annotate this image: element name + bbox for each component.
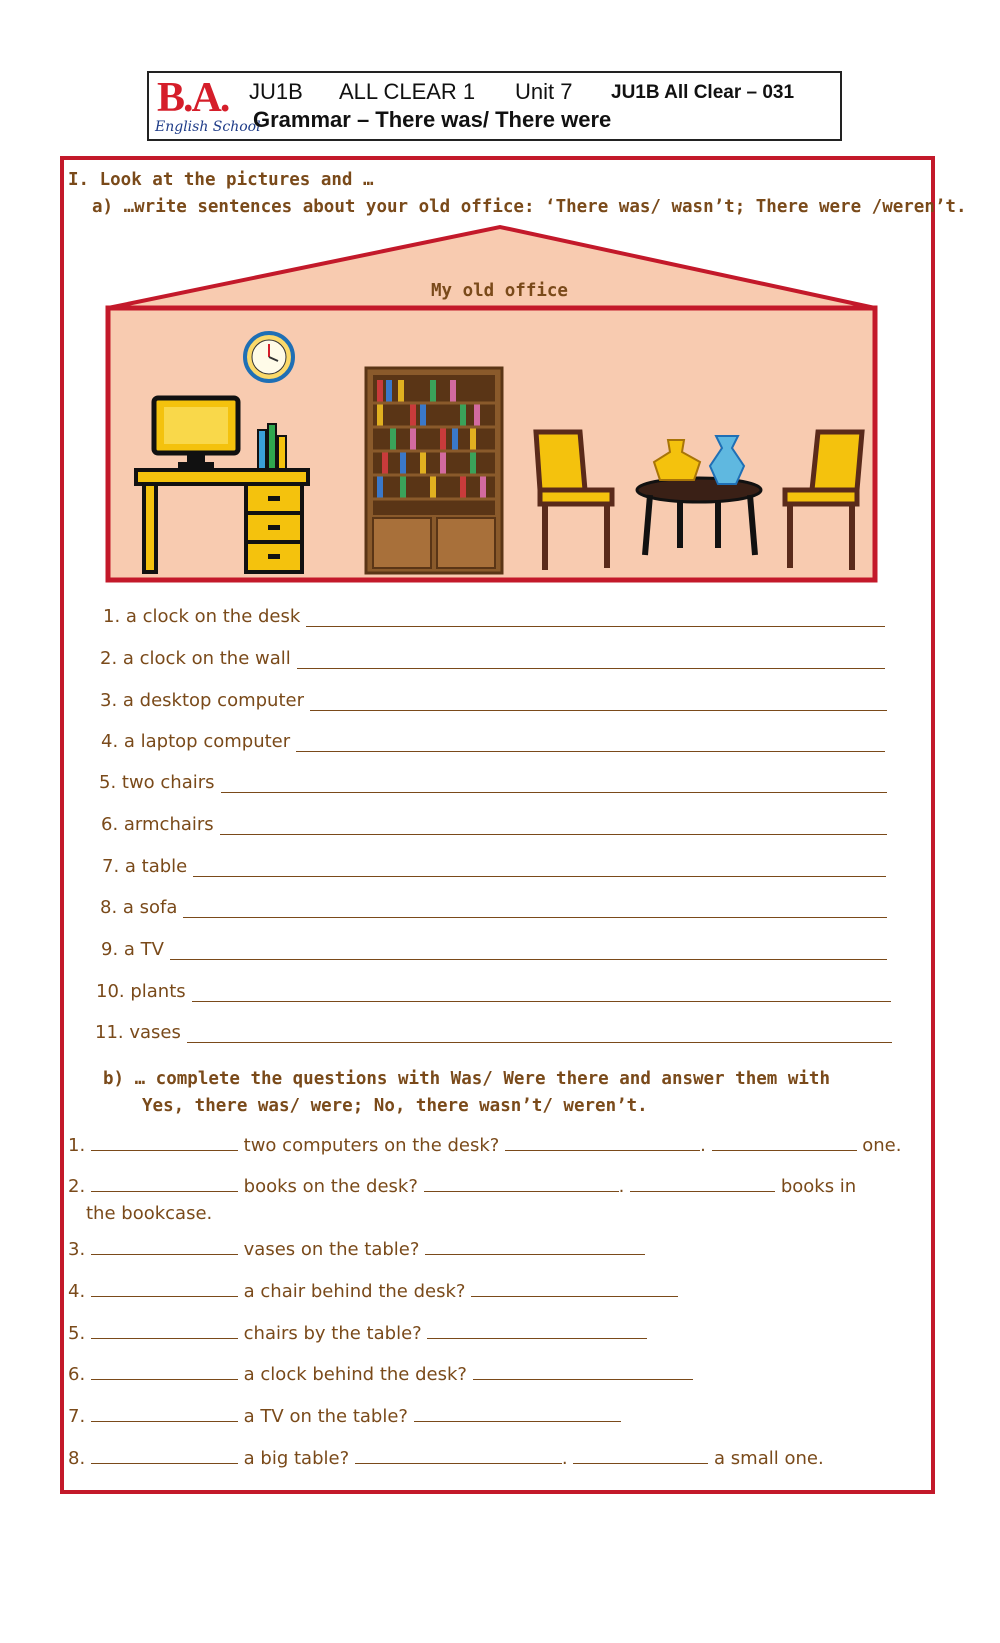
- question-row: 6. a clock behind the desk?: [68, 1363, 693, 1385]
- part-b-instruction: b) … complete the questions with Was/ Were there and answer them with: [103, 1069, 830, 1089]
- part-a-item: 4. a laptop computer: [101, 731, 885, 752]
- answer-line[interactable]: [296, 733, 885, 752]
- part-a-item: 6. armchairs: [101, 814, 887, 835]
- answer-blank[interactable]: [424, 1175, 619, 1192]
- answer-line[interactable]: [193, 858, 886, 877]
- answer-line[interactable]: [220, 816, 887, 835]
- question-continuation: the bookcase.: [86, 1203, 213, 1224]
- answer-blank[interactable]: [573, 1447, 708, 1464]
- logo-tagline: English School: [155, 119, 261, 135]
- was-were-blank[interactable]: [91, 1134, 238, 1151]
- answer-blank[interactable]: [630, 1175, 775, 1192]
- was-were-blank[interactable]: [91, 1175, 238, 1192]
- question-row: 8. a big table? . a small one.: [68, 1448, 824, 1469]
- question-row: 2. books on the desk? . books in: [68, 1176, 857, 1197]
- answer-line[interactable]: [221, 774, 887, 793]
- unit-label: Unit 7: [515, 79, 573, 104]
- was-were-blank[interactable]: [91, 1363, 238, 1380]
- book-title: ALL CLEAR 1: [339, 79, 476, 104]
- part-a-item: 3. a desktop computer: [100, 690, 887, 711]
- section-title: I. Look at the pictures and …: [68, 170, 374, 190]
- was-were-blank[interactable]: [91, 1238, 238, 1255]
- answer-blank[interactable]: [355, 1447, 562, 1464]
- part-b-instruction-2: Yes, there was/ were; No, there wasn’t/ weren’t.: [142, 1096, 648, 1116]
- scene-title: My old office: [431, 281, 568, 301]
- answer-line[interactable]: [297, 650, 885, 669]
- was-were-blank[interactable]: [91, 1447, 238, 1464]
- was-were-blank[interactable]: [91, 1405, 238, 1422]
- worksheet-subtitle: Grammar – There was/ There were: [253, 107, 612, 132]
- answer-line[interactable]: [187, 1024, 892, 1043]
- answer-line[interactable]: [170, 941, 887, 960]
- part-a-instruction: a) …write sentences about your old office: ‘There was/ wasn’t; There were /weren’t.: [92, 197, 967, 217]
- bookcase-icon: [366, 368, 502, 573]
- answer-blank[interactable]: [712, 1134, 857, 1151]
- answer-blank[interactable]: [471, 1280, 678, 1297]
- worksheet-code: JU1B All Clear – 031: [611, 82, 795, 103]
- answer-line[interactable]: [183, 899, 887, 918]
- wall-clock-icon: [245, 333, 293, 381]
- question-row: 5. chairs by the table?: [68, 1322, 647, 1344]
- answer-line[interactable]: [306, 608, 885, 627]
- answer-blank[interactable]: [425, 1238, 645, 1255]
- question-row: 3. vases on the table?: [68, 1238, 645, 1260]
- was-were-blank[interactable]: [91, 1280, 238, 1297]
- answer-blank[interactable]: [427, 1322, 647, 1339]
- part-a-item: 10. plants: [96, 981, 891, 1002]
- part-a-item: 9. a TV: [101, 939, 887, 960]
- question-row: 1. two computers on the desk? . one.: [68, 1135, 902, 1156]
- part-a-item: 8. a sofa: [100, 897, 887, 918]
- was-were-blank[interactable]: [91, 1322, 238, 1339]
- part-a-item: 11. vases: [95, 1022, 892, 1043]
- answer-blank[interactable]: [473, 1363, 693, 1380]
- part-a-item: 5. two chairs: [99, 772, 887, 793]
- answer-line[interactable]: [192, 983, 891, 1002]
- part-a-item: 7. a table: [102, 856, 886, 877]
- part-a-item: 1. a clock on the desk: [103, 606, 885, 627]
- level-label: JU1B: [249, 79, 303, 104]
- logo-letters: B.A.: [157, 75, 229, 121]
- part-a-item: 2. a clock on the wall: [100, 648, 885, 669]
- answer-blank[interactable]: [414, 1405, 621, 1422]
- question-row: 7. a TV on the table?: [68, 1405, 621, 1427]
- answer-line[interactable]: [310, 692, 887, 711]
- answer-blank[interactable]: [505, 1134, 700, 1151]
- question-row: 4. a chair behind the desk?: [68, 1280, 678, 1302]
